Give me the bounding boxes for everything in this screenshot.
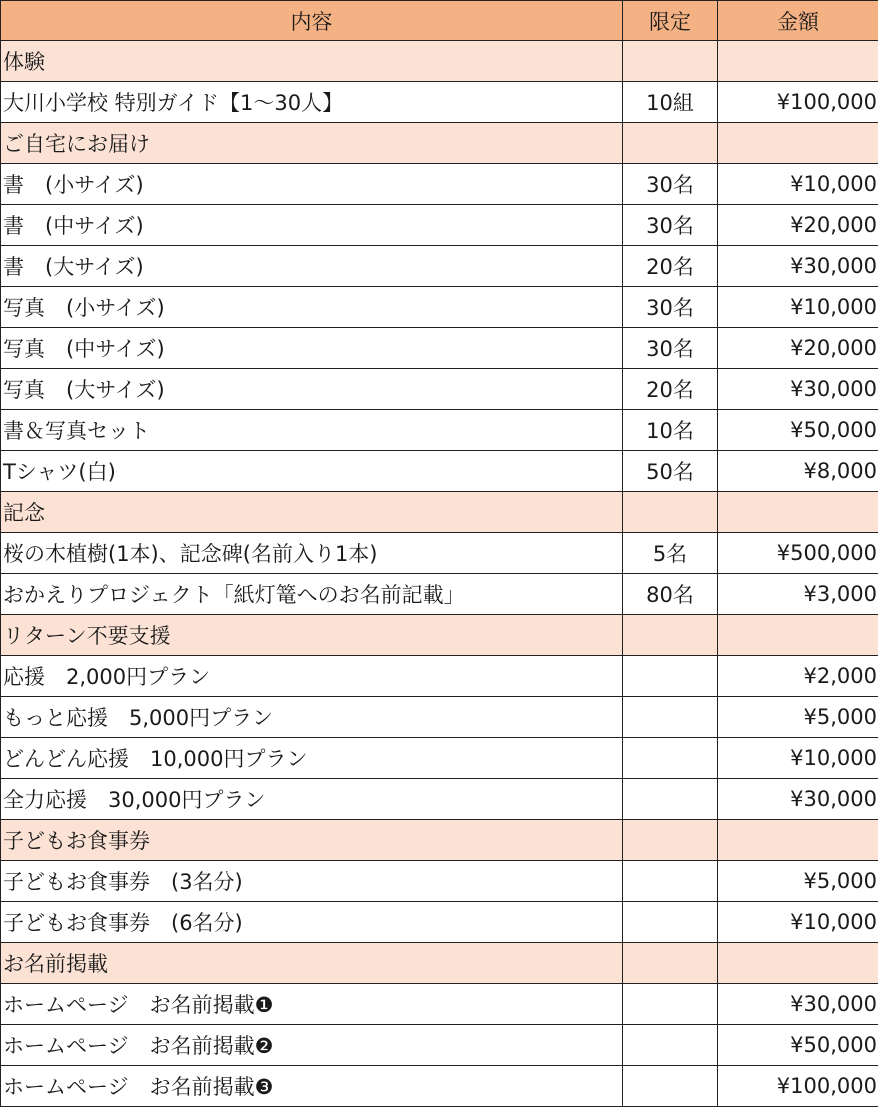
table-row: [1, 369, 878, 410]
table-body: [1, 41, 878, 1107]
item-cell: 体験: [1, 41, 623, 82]
item-cell: 写真 (小サイズ): [1, 287, 623, 328]
price-cell: ¥8,000: [718, 451, 878, 492]
price-cell: ¥30,000: [718, 984, 878, 1025]
limit-cell: 20名: [623, 246, 718, 287]
table-row: [1, 779, 878, 820]
price-cell: ¥30,000: [718, 246, 878, 287]
limit-cell: 30名: [623, 328, 718, 369]
item-cell: 写真 (中サイズ): [1, 328, 623, 369]
limit-cell: [623, 41, 718, 82]
item-cell: ホームページ お名前掲載❷: [1, 1025, 623, 1066]
price-cell: ¥100,000: [718, 82, 878, 123]
price-cell: [718, 820, 878, 861]
limit-cell: 10組: [623, 82, 718, 123]
price-cell: ¥30,000: [718, 779, 878, 820]
table-row: [1, 410, 878, 451]
item-cell: 書 (大サイズ): [1, 246, 623, 287]
price-cell: ¥20,000: [718, 205, 878, 246]
item-cell: 書 (中サイズ): [1, 205, 623, 246]
limit-cell: [623, 123, 718, 164]
item-cell: お名前掲載: [1, 943, 623, 984]
item-cell: 写真 (大サイズ): [1, 369, 623, 410]
item-cell: 子どもお食事券: [1, 820, 623, 861]
price-cell: [718, 123, 878, 164]
table-row: [1, 205, 878, 246]
limit-cell: [623, 943, 718, 984]
header-limit: 限定: [623, 1, 718, 41]
price-cell: ¥2,000: [718, 656, 878, 697]
table-row: [1, 451, 878, 492]
table-row: [1, 328, 878, 369]
table-row: [1, 164, 878, 205]
price-cell: ¥30,000: [718, 369, 878, 410]
category-row: [1, 492, 878, 533]
price-cell: [718, 492, 878, 533]
price-cell: ¥10,000: [718, 287, 878, 328]
price-cell: ¥10,000: [718, 738, 878, 779]
limit-cell: [623, 1025, 718, 1066]
item-cell: どんどん応援 10,000円プラン: [1, 738, 623, 779]
item-cell: 桜の木植樹(1本)、記念碑(名前入り1本): [1, 533, 623, 574]
category-row: [1, 123, 878, 164]
item-cell: ホームページ お名前掲載❶: [1, 984, 623, 1025]
limit-cell: [623, 984, 718, 1025]
limit-cell: 30名: [623, 287, 718, 328]
limit-cell: [623, 697, 718, 738]
item-cell: 大川小学校 特別ガイド【1～30人】: [1, 82, 623, 123]
limit-cell: 30名: [623, 205, 718, 246]
header-content: 内容: [1, 1, 623, 41]
table-row: [1, 984, 878, 1025]
limit-cell: [623, 1066, 718, 1107]
table-row: [1, 738, 878, 779]
table-row: [1, 533, 878, 574]
price-cell: ¥100,000: [718, 1066, 878, 1107]
category-row: [1, 615, 878, 656]
item-cell: ご自宅にお届け: [1, 123, 623, 164]
item-cell: 子どもお食事券 (6名分): [1, 902, 623, 943]
limit-cell: 20名: [623, 369, 718, 410]
limit-cell: 10名: [623, 410, 718, 451]
limit-cell: [623, 492, 718, 533]
price-cell: ¥10,000: [718, 902, 878, 943]
price-cell: ¥50,000: [718, 1025, 878, 1066]
item-cell: Tシャツ(白): [1, 451, 623, 492]
item-cell: 書＆写真セット: [1, 410, 623, 451]
header-price: 金額: [718, 1, 878, 41]
table-row: [1, 656, 878, 697]
price-cell: [718, 943, 878, 984]
item-cell: 応援 2,000円プラン: [1, 656, 623, 697]
limit-cell: [623, 861, 718, 902]
item-cell: 全力応援 30,000円プラン: [1, 779, 623, 820]
table-row: [1, 574, 878, 615]
limit-cell: 30名: [623, 164, 718, 205]
table-row: [1, 697, 878, 738]
price-cell: [718, 615, 878, 656]
item-cell: 子どもお食事券 (3名分): [1, 861, 623, 902]
category-row: [1, 820, 878, 861]
limit-cell: [623, 656, 718, 697]
table-row: [1, 902, 878, 943]
price-cell: ¥10,000: [718, 164, 878, 205]
table-row: [1, 82, 878, 123]
item-cell: ホームページ お名前掲載❸: [1, 1066, 623, 1107]
item-cell: 書 (小サイズ): [1, 164, 623, 205]
table-row: [1, 861, 878, 902]
price-cell: ¥500,000: [718, 533, 878, 574]
limit-cell: 80名: [623, 574, 718, 615]
limit-cell: [623, 902, 718, 943]
item-cell: おかえりプロジェクト「紙灯篭へのお名前記載」: [1, 574, 623, 615]
price-cell: ¥5,000: [718, 697, 878, 738]
price-cell: ¥50,000: [718, 410, 878, 451]
item-cell: リターン不要支援: [1, 615, 623, 656]
table-row: [1, 246, 878, 287]
price-cell: ¥5,000: [718, 861, 878, 902]
item-cell: もっと応援 5,000円プラン: [1, 697, 623, 738]
category-row: [1, 943, 878, 984]
item-cell: 記念: [1, 492, 623, 533]
table-row: [1, 287, 878, 328]
header-row: [1, 1, 878, 41]
limit-cell: [623, 738, 718, 779]
limit-cell: [623, 615, 718, 656]
limit-cell: [623, 779, 718, 820]
limit-cell: 5名: [623, 533, 718, 574]
table-row: [1, 1066, 878, 1107]
table-row: [1, 1025, 878, 1066]
price-cell: ¥3,000: [718, 574, 878, 615]
price-cell: [718, 41, 878, 82]
limit-cell: [623, 820, 718, 861]
category-row: [1, 41, 878, 82]
limit-cell: 50名: [623, 451, 718, 492]
price-cell: ¥20,000: [718, 328, 878, 369]
